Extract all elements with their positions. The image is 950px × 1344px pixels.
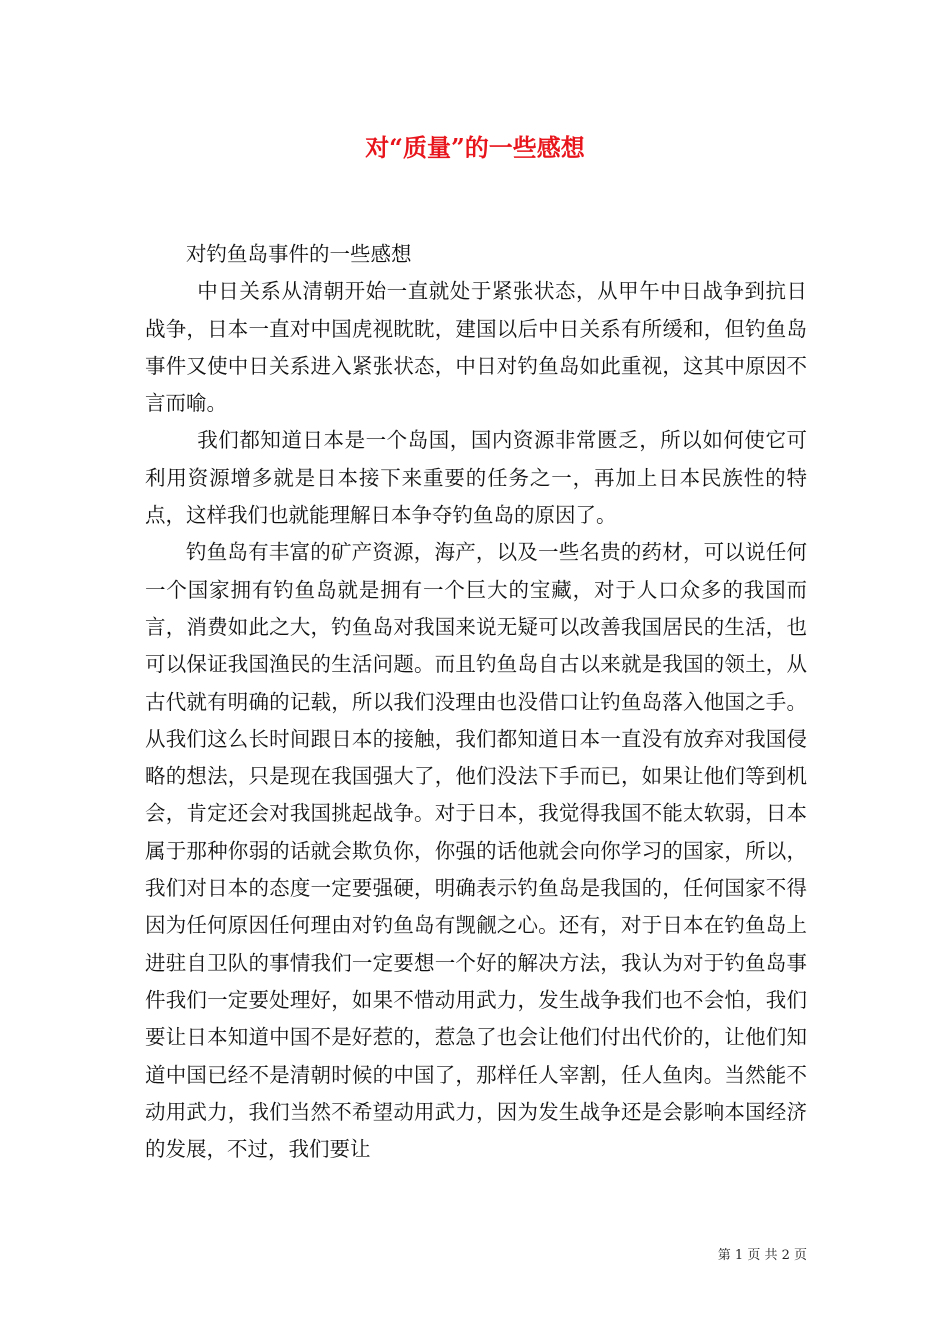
page-title: 对“质量”的一些感想 (365, 133, 585, 162)
paragraph-2: 我们都知道日本是一个岛国，国内资源非常匮乏，所以如何使它可利用资源增多就是日本接下来重要的任务之一，再加上日本民族性的特点，这样我们也就能理解日本争夺钓鱼岛的原因了。 (145, 428, 807, 528)
paragraph-3: 钓鱼岛有丰富的矿产资源，海产，以及一些名贵的药材，可以说任何一个国家拥有钓鱼岛就是拥有一个巨大的宝藏，对于人口众多的我国而言，消费如此之大，钓鱼岛对我国来说无疑可以改善我国居民的生活，也可以保证我国渔民的生活问题。而且钓鱼岛自古以来就是我国的领土，从古代就有明确的记载，所以我们没理由也没借口让钓鱼岛落入他国之手。从我们这么长时间跟日本的接触，我们都知道日本一直没有放弃对我国侵略的想法，只是现在我国强大了，他们没法下手而已，如果让他们等到机会，肯定还会对我国挑起战争。对于日本，我觉得我国不能太软弱，日本属于那种你弱的话就会欺负你，你强的话他就会向你学习的国家，所以，我们对日本的态度一定要强硬，明确表示钓鱼岛是我国的，任何国家不得因为任何原因任何理由对钓鱼岛有觊觎之心。还有，对于日本在钓鱼岛上进驻自卫队的事情我们一定要想一个好的解决方法，我认为对于钓鱼岛事件我们一定要处理好，如果不惜动用武力，发生战争我们也不会怕，我们要让日本知道中国不是好惹的，惹急了也会让他们付出代价的，让他们知道中国已经不是清朝时候的中国了，那样任人宰割，任人鱼肉。当然能不动用武力，我们当然不希望动用武力，因为发生战争还是会影响本国经济的发展，不过，我们要让 (145, 540, 807, 1162)
document-body (145, 236, 807, 1168)
paragraph-1: 中日关系从清朝开始一直就处于紧张状态，从甲午中日战争到抗日战争，日本一直对中国虎视眈眈，建国以后中日关系有所缓和，但钓鱼岛事件又使中日关系进入紧张状态，中日对钓鱼岛如此重视，这其中原因不言而喻。 (145, 279, 807, 416)
page-number: 第 1 页 共 2 页 (717, 1248, 807, 1263)
document-subtitle: 对钓鱼岛事件的一些感想 (186, 242, 412, 266)
